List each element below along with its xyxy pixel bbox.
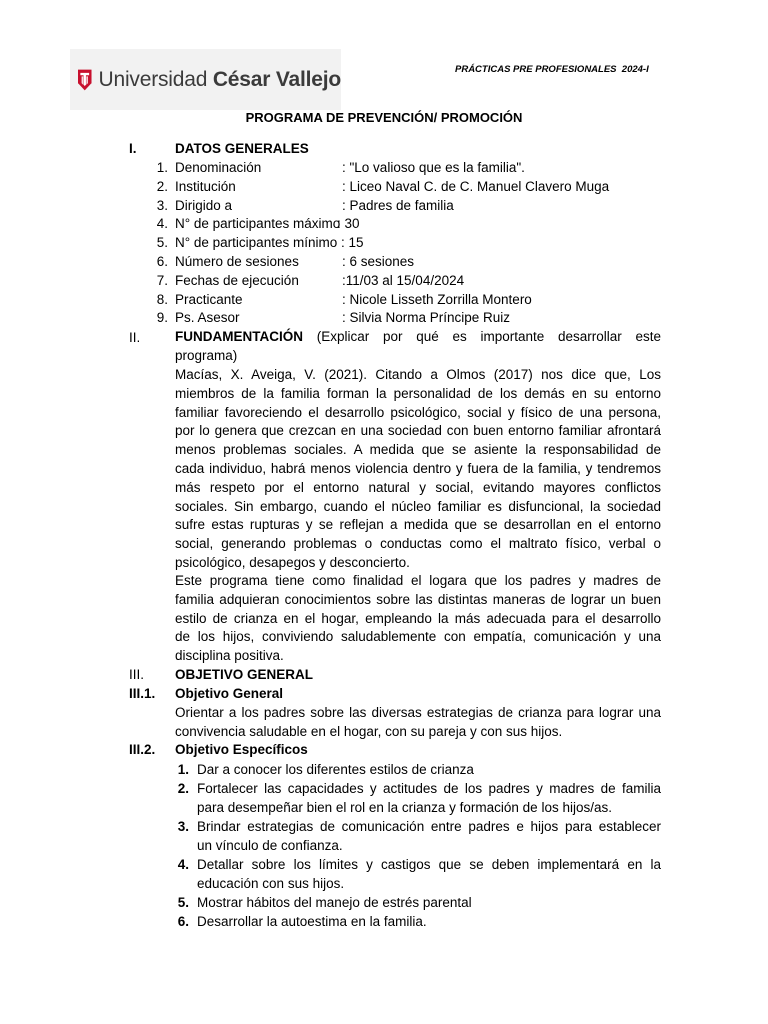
datos-item-number: 1. (156, 160, 168, 175)
fundamentacion-paragraph-2 (175, 572, 661, 666)
text-line: menos problemas sociales. A medida que se asiente la responsabilidad de (175, 442, 661, 458)
datos-item-label: Dirigido a (175, 197, 233, 213)
datos-item-value: : Silvia Norma Príncipe Ruiz (342, 310, 511, 326)
datos-item-number: 9. (156, 310, 168, 326)
datos-item-label: N° de participantes mínimo (175, 235, 338, 251)
text-line: Mostrar hábitos del manejo de estrés parental (197, 895, 472, 911)
objective-text (197, 856, 661, 894)
university-logo (70, 49, 341, 110)
section1-heading: DATOS GENERALES (175, 141, 309, 156)
text-line: estilo de crianza en el hogar, empleando la más adecuada para el desarrollo (175, 610, 661, 626)
text-line: disciplina positiva. (175, 648, 284, 664)
text-line: Fortalecer las capacidades y actitudes de los padres y madres de familia (197, 781, 661, 797)
objective-item (175, 761, 661, 780)
text-line: Detallar sobre los límites y castigos que se deben implementará en la (197, 857, 661, 873)
datos-item-value: : 30 (337, 216, 360, 232)
document-title: PROGRAMA DE PREVENCIÓN/ PROMOCIÓN (245, 110, 523, 125)
section2-heading: FUNDAMENTACIÓN (175, 329, 303, 344)
section2-heading-line (175, 328, 661, 347)
datos-item-label: Ps. Asesor (175, 310, 240, 326)
datos-item-number: 7. (156, 272, 168, 288)
datos-item-label: Institución (175, 178, 236, 194)
section3-heading: OBJETIVO GENERAL (175, 667, 314, 682)
objective-number: 3. (177, 819, 189, 835)
text-line: cada individuo, habrá menos violencia dentro y fuera de la familia, y tendremos (175, 460, 661, 476)
objective-number: 6. (177, 914, 189, 930)
objective-text (197, 780, 661, 818)
sub1-heading: Objetivo General (175, 686, 284, 701)
datos-item-value: : 6 sesiones (342, 254, 415, 269)
text-line: más respeto por el entorno natural y social, evitando mayores conflictos (175, 479, 661, 495)
text-line: Macías, X. Aveiga, V. (2021). Citando a Olmos (2017) nos dice que, Los (175, 367, 661, 382)
datos-item-number: 2. (156, 178, 168, 194)
objective-number: 1. (177, 762, 189, 777)
datos-item-number: 5. (156, 235, 168, 251)
datos-item-number: 3. (156, 197, 168, 213)
datos-item-number: 8. (156, 291, 168, 307)
text-line: familiar favoreciendo el desarrollo psicológico, social y físico de una persona, (175, 404, 661, 420)
section2-number: II. (129, 330, 141, 345)
section1-number: I. (129, 141, 137, 156)
text-line: Desarrollar la autoestima en la familia. (197, 914, 427, 930)
objective-text (197, 818, 661, 856)
logo-word: Universidad (98, 67, 208, 91)
text-line: Dar a conocer los diferentes estilos de crianza (197, 762, 474, 777)
section2-heading-block (175, 328, 661, 366)
text-line: sufre estas rupturas y se reflejan a medida que se desarrollan en el entorno (175, 517, 661, 533)
text-line: psicológico, desapegos y desconcierto. (175, 554, 410, 570)
objective-item (175, 894, 661, 913)
objective-item (175, 913, 661, 932)
datos-item-value: : Nicole Lisseth Zorrilla Montero (342, 291, 532, 307)
header-practicas-label: PRÁCTICAS PRE PROFESIONALES 2024-I (455, 64, 649, 75)
datos-item-value: : Liceo Naval C. de C. Manuel Clavero Muga (342, 178, 610, 194)
datos-item-label: Practicante (175, 291, 243, 307)
text-line: Este programa tiene como finalidad el logara que los padres y madres de (175, 573, 661, 588)
datos-item-number: 6. (156, 254, 168, 269)
objective-text (197, 913, 661, 932)
objetivo-general-text (175, 704, 661, 742)
datos-item-label: Denominación (175, 160, 262, 175)
text-line: familia adquieran conocimientos sobre las distintas maneras de lograr un buen (175, 591, 661, 607)
objective-text (197, 761, 661, 780)
text-line: de los hijos, conviviendo saludablemente con empatía, comunicación y una (175, 629, 661, 645)
objective-number: 5. (177, 895, 189, 911)
text-line: un vínculo de confianza. (197, 837, 343, 853)
datos-item-value: : 15 (341, 235, 364, 251)
datos-item-value: : "Lo valioso que es la familia". (342, 160, 525, 175)
text-line: social, generando problemas o conductas como el maltrato físico, verbal o (175, 536, 661, 552)
datos-item-value: :11/03 al 15/04/2024 (342, 272, 465, 288)
text-line: miembros de la familia forman la personalidad de los demás en su entorno (175, 385, 661, 401)
text-line: educación con sus hijos. (197, 875, 345, 891)
objective-number: 2. (177, 781, 189, 797)
section2-heading-note: (Explicar por qué es importante desarrollar este (303, 329, 661, 344)
text-line: Brindar estrategias de comunicación entre padres e hijos para establecer (197, 819, 661, 835)
objective-text (197, 894, 661, 913)
section2-heading-note-cont: programa) (175, 347, 238, 363)
datos-item-label: Número de sesiones (175, 254, 299, 269)
logo-wordmark (99, 68, 341, 92)
datos-item-label: N° de participantes máximo (175, 216, 341, 232)
text-line: convivencia saludable en el hogar, con su pareja y con sus hijos. (175, 723, 563, 739)
text-line: por lo genera que crezcan en una sociedad con buen entorno familiar afrontará (175, 423, 661, 439)
datos-item-number: 4. (156, 216, 168, 232)
datos-item-label: Fechas de ejecución (175, 272, 299, 288)
objective-item (175, 818, 661, 856)
objective-item (175, 780, 661, 818)
logo-strong-word: César Vallejo (212, 67, 341, 91)
objective-item (175, 856, 661, 894)
text-line: para desempeñar bien el rol en la crianza y formación de los hijos/as. (197, 799, 612, 815)
section3-number: III. (129, 667, 145, 682)
fundamentacion-paragraph-1 (175, 366, 661, 573)
objective-number: 4. (177, 857, 189, 873)
university-shield-icon (78, 54, 92, 106)
sub2-heading: Objetivo Específicos (175, 742, 308, 757)
text-line: Orientar a los padres sobre las diversas estrategias de crianza para lograr una (175, 705, 661, 720)
datos-item-value: : Padres de familia (342, 197, 454, 213)
text-line: sociales. Sin embargo, cuando el núcleo familiar es disfuncional, la sociedad (175, 498, 661, 514)
sub1-number: III.1. (129, 686, 156, 701)
sub2-number: III.2. (129, 742, 156, 757)
